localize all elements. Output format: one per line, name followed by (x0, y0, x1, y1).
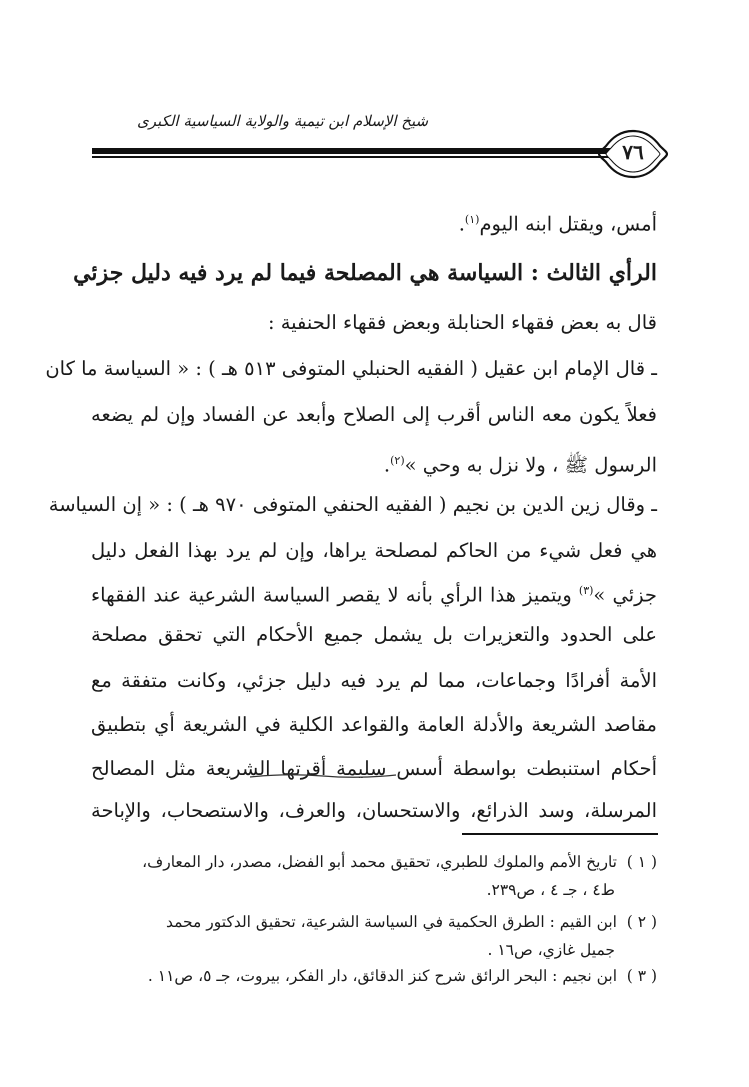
footnote-rule (462, 833, 658, 835)
footnote-3 (91, 964, 657, 988)
body-line: المرسلة، وسد الذرائع، والاستحسان، والعرف، والاستصحاب، والإباحة (91, 799, 657, 822)
body-line-end: . (458, 212, 465, 236)
footnote-number: ( ٣ ) (626, 967, 657, 985)
body-line: فعلاً يكون معه الناس أقرب إلى الصلاح وأبعد عن الفساد وإن لم يضعه (91, 403, 657, 426)
body-line-end: . (383, 453, 391, 477)
body-line: هي فعل شيء من الحاكم لمصلحة يراها، وإن لم يرد بهذا الفعل دليل (91, 539, 657, 562)
body-line-text: الرسول ﷺ ، ولا نزل به وحي » (404, 453, 657, 477)
body-line: الأمة أفرادًا وجماعات، مما لم يرد فيه دليل جزئي، وكانت متفقة مع (91, 669, 657, 692)
body-line: قال به بعض فقهاء الحنابلة وبعض فقهاء الحنفية : (267, 311, 657, 334)
body-line-text: جزئي » (593, 583, 657, 607)
header-rule-thick (92, 148, 612, 154)
header-rule-thin (92, 156, 612, 158)
footnote-number: ( ١ ) (626, 853, 657, 871)
body-line-text: ويتميز هذا الرأي بأنه لا يقصر السياسة الشرعية عند الفقهاء (91, 583, 579, 607)
body-line: ـ وقال زين الدين بن نجيم ( الفقيه الحنفي المتوفى ٩٧٠ هـ ) : « إن السياسة (48, 493, 657, 516)
footnote-text: ابن القيم : الطرق الحكمية في السياسة الشرعية، تحقيق الدكتور محمد (165, 913, 617, 931)
footnote-2-cont: جميل غازي، ص١٦ . (487, 941, 615, 959)
running-title: شيخ الإسلام ابن تيمية والولاية السياسية الكبرى (137, 112, 429, 130)
footnote-ref: (١) (464, 213, 480, 226)
footnote-ref: (٢) (390, 454, 405, 467)
body-line (91, 446, 657, 481)
body-line-text: أمس، ويقتل ابنه اليوم (479, 212, 657, 236)
footnote-ref: (٣) (578, 584, 594, 597)
footnote-number: ( ٢ ) (626, 913, 657, 931)
body-line (91, 576, 657, 611)
body-line (91, 205, 657, 240)
body-line: مقاصد الشريعة والأدلة العامة والقواعد الكلية في الشريعة أي بتطبيق (91, 713, 657, 736)
footnote-text: تاريخ الأمم والملوك للطبري، تحقيق محمد أبو الفضل، مصدر، دار المعارف، (142, 853, 617, 871)
footnote-1 (91, 850, 657, 874)
handwritten-underline (248, 772, 398, 780)
header-rule (92, 146, 612, 160)
body-line: ـ قال الإمام ابن عقيل ( الفقيه الحنبلي المتوفى ٥١٣ هـ ) : « السياسة ما كان (45, 357, 657, 380)
body-line: أحكام استنبطت بواسطة أسس سليمة أقرتها الشريعة مثل المصالح (91, 757, 657, 780)
footnote-1-cont: ط٤ ، جـ ٤ ، ص٢٣٩. (486, 881, 615, 899)
body-line: على الحدود والتعزيرات بل يشمل جميع الأحكام التي تحقق مصلحة (91, 623, 657, 646)
page-number: ٧٦ (622, 140, 644, 164)
section-heading: الرأي الثالث : السياسة هي المصلحة فيما لم يرد فيه دليل جزئي (73, 260, 657, 286)
footnote-text: ابن نجيم : البحر الرائق شرح كنز الدقائق، دار الفكر، بيروت، جـ ٥، ص١١ . (147, 967, 617, 985)
footnote-2 (91, 910, 657, 934)
